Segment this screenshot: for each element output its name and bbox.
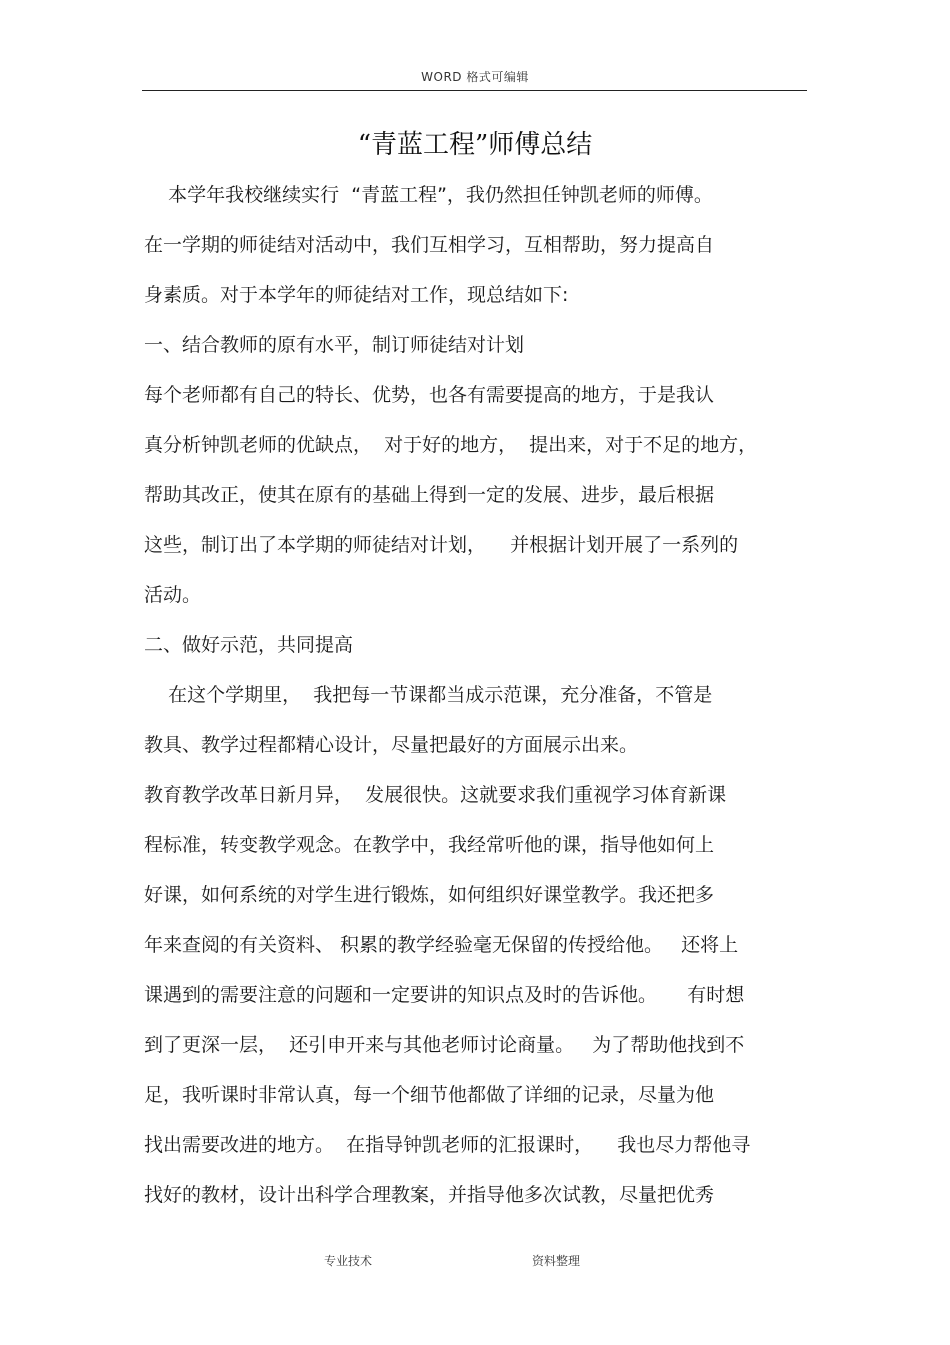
section-heading: 一、结合教师的原有水平，制订师徒结对计划: [144, 334, 525, 356]
body-line: 找出需要改进的地方。 在指导钟凯老师的汇报课时， 我也尽力帮他寻: [144, 1134, 751, 1156]
body-line: 在一学期的师徒结对活动中，我们互相学习，互相帮助，努力提高自: [144, 234, 715, 256]
body-line: 在这个学期里， 我把每一节课都当成示范课，充分准备，不管是: [144, 684, 713, 706]
footer-right-label: 资料整理: [532, 1254, 581, 1268]
section-heading: 二、做好示范，共同提高: [144, 634, 354, 656]
body-line: 教育教学改革日新月异， 发展很快。这就要求我们重视学习体育新课: [144, 784, 727, 806]
body-line: 身素质。对于本学年的师徒结对工作，现总结如下:: [144, 284, 569, 306]
document-title: “青蓝工程”师傅总结: [357, 130, 593, 160]
body-line: 程标准，转变教学观念。在教学中，我经常听他的课，指导他如何上: [144, 834, 715, 856]
body-line: 好课，如何系统的对学生进行锻炼，如何组织好课堂教学。我还把多: [144, 884, 715, 906]
body-line: 找好的教材，设计出科学合理教案，并指导他多次试教，尽量把优秀: [144, 1184, 715, 1206]
body-line: 每个老师都有自己的特长、优势，也各有需要提高的地方，于是我认: [144, 384, 715, 406]
body-line: 年来查阅的有关资料、 积累的教学经验毫无保留的传授给他。 还将上: [144, 934, 739, 956]
body-line: 真分析钟凯老师的优缺点， 对于好的地方， 提出来，对于不足的地方，: [144, 434, 758, 456]
body-line: 帮助其改正，使其在原有的基础上得到一定的发展、进步，最后根据: [144, 484, 715, 506]
footer-left-label: 专业技术: [324, 1254, 373, 1268]
body-line: 这些，制订出了本学期的师徒结对计划， 并根据计划开展了一系列的: [144, 534, 739, 556]
body-line: 课遇到的需要注意的问题和一定要讲的知识点及时的告诉他。 有时想: [144, 984, 745, 1006]
body-line: 足，我听课时非常认真，每一个细节他都做了详细的记录，尽量为他: [144, 1084, 715, 1106]
body-line: 教具、教学过程都精心设计，尽量把最好的方面展示出来。: [144, 734, 639, 756]
header-divider: [142, 90, 807, 91]
page-header: WORD 格式可编辑: [421, 70, 529, 84]
body-line: 活动。: [144, 584, 202, 606]
body-line: 到了更深一层， 还引申开来与其他老师讨论商量。 为了帮助他找到不: [144, 1034, 745, 1056]
body-line: 本学年我校继续实行 “青蓝工程”，我仍然担任钟凯老师的师傅。: [144, 184, 713, 206]
